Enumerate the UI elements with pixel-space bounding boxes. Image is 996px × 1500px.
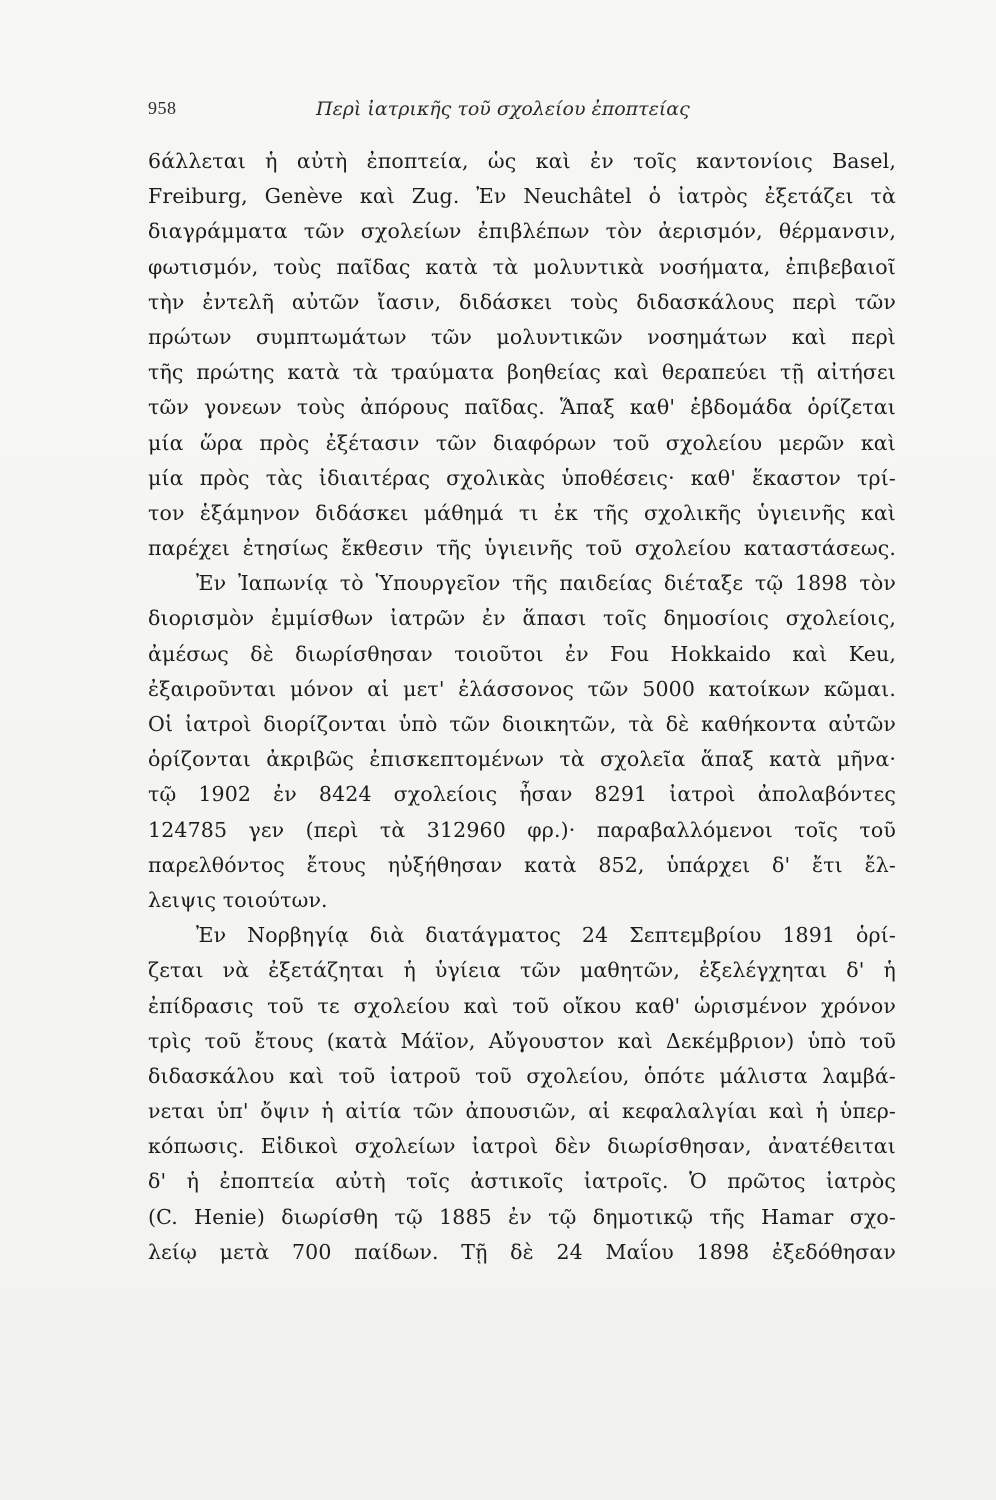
text-line: μία πρὸς τὰς ἰδιαιτέρας σχολικὰς ὑποθέσεις· καθ' ἕκαστον τρί- bbox=[148, 465, 896, 490]
text-line: τον ἑξάμηνον διδάσκει μάθημά τι ἐκ τῆς σχολικῆς ὑγιεινῆς καὶ bbox=[148, 500, 896, 525]
page-header bbox=[148, 98, 768, 128]
page-number: 958 bbox=[148, 98, 177, 118]
text-line: κόπωσις. Εἰδικοὶ σχολείων ἰατροὶ δὲν διωρίσθησαν, ἀνατέθειται bbox=[148, 1134, 896, 1159]
text-line: ἀμέσως δὲ διωρίσθησαν τοιοῦτοι ἐν Fou Hokkaido καὶ Keu, bbox=[148, 641, 896, 666]
text-line: διαγράμματα τῶν σχολείων ἐπιβλέπων τὸν ἀερισμόν, θέρμανσιν, bbox=[148, 219, 896, 244]
text-line: τὴν ἐντελῆ αὐτῶν ἴασιν, διδάσκει τοὺς διδασκάλους περὶ τῶν bbox=[148, 289, 896, 314]
text-line: τῶν γονεων τοὺς ἀπόρους παῖδας. Ἅπαξ καθ' ἑβδομάδα ὁρίζεται bbox=[148, 395, 896, 420]
text-line: λείῳ μετὰ 700 παίδων. Τῇ δὲ 24 Μαΐου 1898 ἐξεδόθησαν bbox=[148, 1239, 896, 1264]
text-line: Οἱ ἰατροὶ διορίζονται ὑπὸ τῶν διοικητῶν, τὰ δὲ καθήκοντα αὐτῶν bbox=[148, 712, 896, 736]
text-line: λειψις τοιούτων. bbox=[148, 887, 328, 912]
text-line: τῆς πρώτης κατὰ τὰ τραύματα βοηθείας καὶ θεραπεύει τῇ αἰτήσει bbox=[148, 360, 896, 385]
text-line: μία ὥρα πρὸς ἐξέτασιν τῶν διαφόρων τοῦ σχολείου μερῶν καὶ bbox=[148, 430, 896, 455]
body-text bbox=[148, 144, 896, 1270]
text-line: νεται ὑπ' ὄψιν ἡ αἰτία τῶν ἀπουσιῶν, αἱ κεφαλαλγίαι καὶ ἡ ὑπερ- bbox=[148, 1099, 896, 1124]
text-line: φωτισμόν, τοὺς παῖδας κατὰ τὰ μολυντικὰ νοσήματα, ἐπιβεβαιοῖ bbox=[148, 254, 896, 279]
text-line: Ἐν Ἰαπωνίᾳ τὸ Ὑπουργεῖον τῆς παιδείας διέταξε τῷ 1898 τὸν bbox=[196, 571, 896, 596]
text-line: παρελθόντος ἔτους ηὐξήθησαν κατὰ 852, ὑπάρχει δ' ἔτι ἔλ- bbox=[148, 852, 896, 877]
text-line: (C. Henie) διωρίσθη τῷ 1885 ἐν τῷ δημοτικῷ τῆς Hamar σχο- bbox=[148, 1204, 896, 1229]
running-title: Περὶ ἰατρικῆς τοῦ σχολείου ἐποπτείας bbox=[316, 98, 690, 120]
text-line: ἐπίδρασις τοῦ τε σχολείου καὶ τοῦ οἴκου καθ' ὡρισμένον χρόνον bbox=[148, 993, 896, 1018]
text-line: ζεται νὰ ἐξετάζηται ἡ ὑγίεια τῶν μαθητῶν, ἐξελέγχηται δ' ἡ bbox=[148, 958, 896, 983]
text-line: διορισμὸν ἐμμίσθων ἰατρῶν ἐν ἅπασι τοῖς δημοσίοις σχολείοις, bbox=[148, 606, 896, 631]
text-line: δ' ἡ ἐποπτεία αὐτὴ τοῖς ἀστικοῖς ἰατροῖς. Ὁ πρῶτος ἰατρὸς bbox=[148, 1169, 896, 1194]
text-line: Ἐν Νορβηγίᾳ διὰ διατάγματος 24 Σεπτεμβρίου 1891 ὁρί- bbox=[196, 923, 896, 948]
text-line: παρέχει ἐτησίως ἔκθεσιν τῆς ὑγιεινῆς τοῦ σχολείου καταστάσεως. bbox=[148, 536, 896, 561]
text-line: ἐξαιροῦνται μόνον αἱ μετ' ἐλάσσονος τῶν 5000 κατοίκων κῶμαι. bbox=[148, 676, 896, 701]
text-line: τρὶς τοῦ ἔτους (κατὰ Μάϊον, Αὔγουστον καὶ Δεκέμβριον) ὑπὸ τοῦ bbox=[148, 1028, 896, 1053]
text-line: 6άλλεται ἡ αὐτὴ ἐποπτεία, ὡς καὶ ἐν τοῖς καντονίοις Basel, bbox=[148, 149, 896, 173]
text-line: 124785 γεν (περὶ τὰ 312960 φρ.)· παραβαλλόμενοι τοῖς τοῦ bbox=[148, 817, 896, 842]
text-line: ὁρίζονται ἀκριβῶς ἐπισκεπτομένων τὰ σχολεῖα ἅπαξ κατὰ μῆνα· bbox=[148, 747, 896, 772]
text-line: τῷ 1902 ἐν 8424 σχολείοις ἦσαν 8291 ἰατροὶ ἀπολαβόντες bbox=[148, 782, 896, 807]
text-line: Freiburg, Genève καὶ Zug. Ἐν Neuchâtel ὁ ἰατρὸς ἐξετάζει τὰ bbox=[148, 184, 896, 209]
text-line: πρώτων συμπτωμάτων τῶν μολυντικῶν νοσημάτων καὶ περὶ bbox=[148, 324, 896, 349]
text-line: διδασκάλου καὶ τοῦ ἰατροῦ τοῦ σχολείου, ὁπότε μάλιστα λαμβά- bbox=[148, 1063, 896, 1088]
